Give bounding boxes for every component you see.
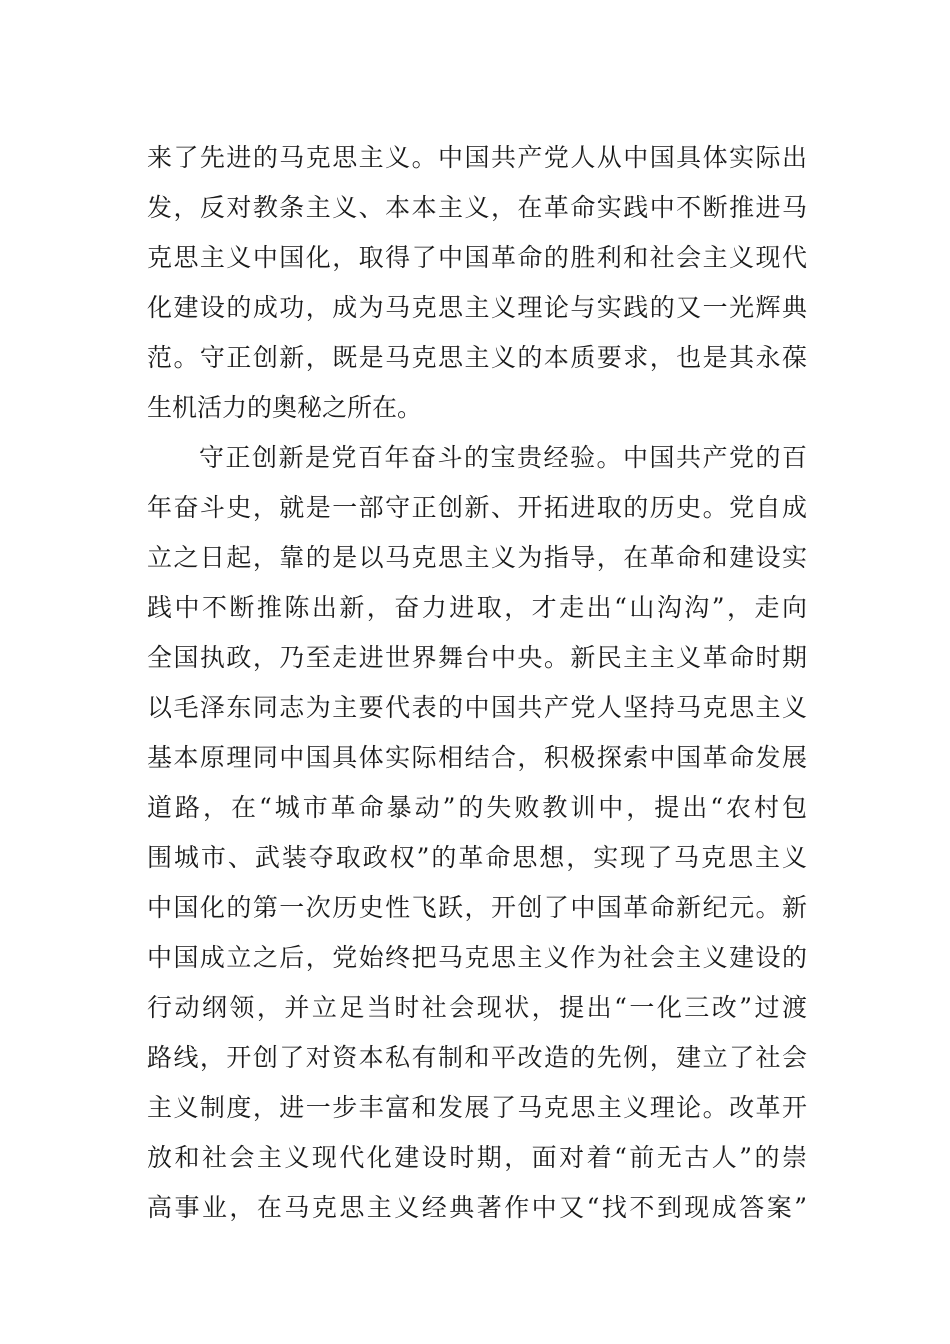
text-line: 发，反对教条主义、本本主义，在革命实践中不断推进马 <box>147 193 807 222</box>
text-line: 行动纲领，并立足当时社会现状，提出“一化三改”过渡 <box>147 993 807 1022</box>
text-line: 以毛泽东同志为主要代表的中国共产党人坚持马克思主义 <box>147 693 807 722</box>
body-text <box>147 133 807 1233</box>
text-line: 克思主义中国化，取得了中国革命的胜利和社会主义现代 <box>147 243 807 272</box>
text-line: 范。守正创新，既是马克思主义的本质要求，也是其永葆 <box>147 343 807 372</box>
text-line: 生机活力的奥秘之所在。 <box>147 393 423 422</box>
text-line: 践中不断推陈出新，奋力进取，才走出“山沟沟”，走向 <box>147 593 807 622</box>
text-line: 放和社会主义现代化建设时期，面对着“前无古人”的崇 <box>147 1143 807 1172</box>
text-line: 立之日起，靠的是以马克思主义为指导，在革命和建设实 <box>147 543 807 572</box>
text-line: 化建设的成功，成为马克思主义理论与实践的又一光辉典 <box>147 293 807 322</box>
text-line: 道路，在“城市革命暴动”的失败教训中，提出“农村包 <box>147 793 807 822</box>
text-line: 主义制度，进一步丰富和发展了马克思主义理论。改革开 <box>147 1093 807 1122</box>
text-line: 路线，开创了对资本私有制和平改造的先例，建立了社会 <box>147 1043 807 1072</box>
text-line: 高事业，在马克思主义经典著作中又“找不到现成答案” <box>147 1193 807 1222</box>
text-line: 围城市、武装夺取政权”的革命思想，实现了马克思主义 <box>147 843 807 872</box>
text-line: 中国化的第一次历史性飞跃，开创了中国革命新纪元。新 <box>147 893 807 922</box>
text-line: 来了先进的马克思主义。中国共产党人从中国具体实际出 <box>147 143 807 172</box>
text-line: 中国成立之后，党始终把马克思主义作为社会主义建设的 <box>147 943 807 972</box>
paragraph-first-line: 守正创新是党百年奋斗的宝贵经验。中国共产党的百 <box>199 443 807 472</box>
text-line: 年奋斗史，就是一部守正创新、开拓进取的历史。党自成 <box>147 493 807 522</box>
text-line: 全国执政，乃至走进世界舞台中央。新民主主义革命时期 <box>147 643 807 672</box>
text-line: 基本原理同中国具体实际相结合，积极探索中国革命发展 <box>147 743 807 772</box>
